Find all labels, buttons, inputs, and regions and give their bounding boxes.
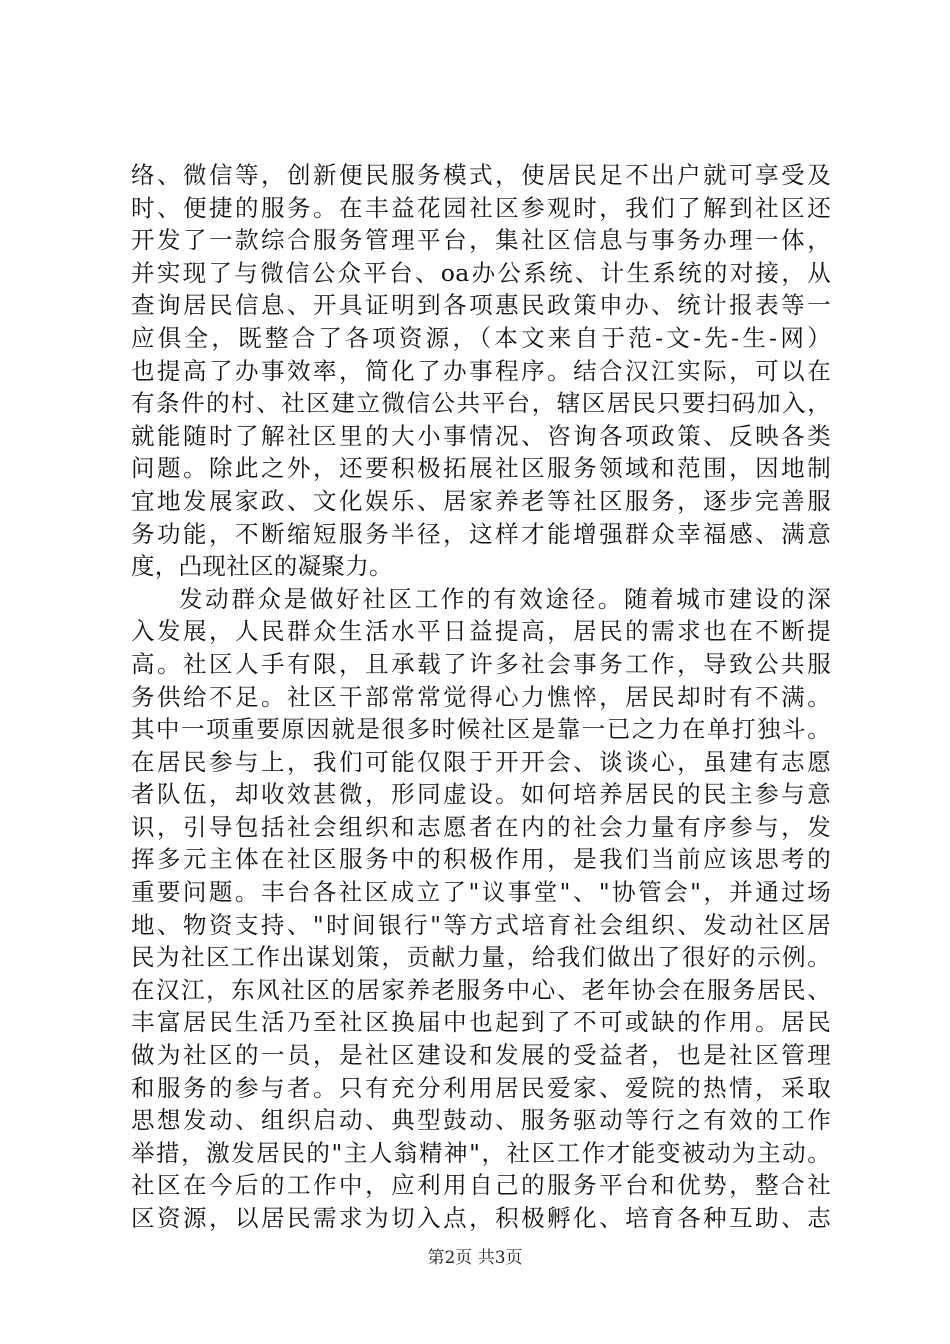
page-footer: 第2页 共3页 — [427, 1248, 523, 1268]
text-line: 识，引导包括社会组织和志愿者在内的社会力量有序参与，发 — [131, 812, 831, 841]
text-line: 发动群众是做好社区工作的有效途径。随着城市建设的深 — [179, 584, 831, 613]
text-line: 区资源，以居民需求为切入点，积极孵化、培育各种互助、志 — [131, 1204, 831, 1232]
text-line: 民为社区工作出谋划策，贡献力量，给我们做出了很好的示例。 — [131, 943, 831, 972]
text-line: 高。社区人手有限，且承载了许多社会事务工作，导致公共服 — [131, 649, 831, 678]
text-line: 应俱全，既整合了各项资源，（本文来自于范-文-先-生-网） — [131, 323, 831, 352]
text-line: 举措，激发居民的"主人翁精神"，社区工作才能变被动为主动。 — [131, 1138, 831, 1167]
text-line: 者队伍，却收效甚微，形同虚设。如何培养居民的民主参与意 — [131, 780, 831, 809]
text-line: 并实现了与微信公众平台、oa办公系统、计生系统的对接，从 — [131, 258, 831, 287]
text-line: 就能随时了解社区里的大小事情况、咨询各项政策、反映各类 — [131, 421, 831, 450]
text-line: 入发展，人民群众生活水平日益提高，居民的需求也在不断提 — [131, 617, 831, 646]
text-line: 开发了一款综合服务管理平台，集社区信息与事务办理一体， — [131, 226, 831, 255]
text-line: 丰富居民生活乃至社区换届中也起到了不可或缺的作用。居民 — [131, 1008, 831, 1037]
text-line: 思想发动、组织启动、典型鼓动、服务驱动等行之有效的工作 — [131, 1106, 831, 1135]
paragraph-1 — [131, 159, 831, 583]
text-line: 宜地发展家政、文化娱乐、居家养老等社区服务，逐步完善服 — [131, 486, 831, 515]
text-line: 在汉江，东风社区的居家养老服务中心、老年协会在服务居民、 — [131, 975, 831, 1004]
text-line: 挥多元主体在社区服务中的积极作用，是我们当前应该思考的 — [131, 845, 831, 874]
text-line: 务功能，不断缩短服务半径，这样才能增强群众幸福感、满意 — [131, 519, 831, 548]
text-line: 也提高了办事效率，简化了办事程序。结合汉江实际，可以在 — [131, 356, 831, 385]
text-line: 有条件的村、社区建立微信公共平台，辖区居民只要扫码加入， — [131, 389, 831, 418]
text-line: 社区在今后的工作中，应利用自己的服务平台和优势，整合社 — [131, 1171, 831, 1200]
text-line: 查询居民信息、开具证明到各项惠民政策申办、统计报表等一 — [131, 291, 831, 320]
text-line: 问题。除此之外，还要积极拓展社区服务领域和范围，因地制 — [131, 454, 831, 483]
text-line: 重要问题。丰台各社区成立了"议事堂"、"协管会"，并通过场 — [131, 878, 831, 907]
text-line: 和服务的参与者。只有充分利用居民爱家、爱院的热情，采取 — [131, 1073, 831, 1102]
text-line: 时、便捷的服务。在丰益花园社区参观时，我们了解到社区还 — [131, 193, 831, 222]
text-line: 在居民参与上，我们可能仅限于开开会、谈谈心，虽建有志愿 — [131, 747, 831, 776]
text-line: 络、微信等，创新便民服务模式，使居民足不出户就可享受及 — [131, 161, 831, 189]
text-line: 地、物资支持、"时间银行"等方式培育社会组织、发动社区居 — [131, 910, 831, 939]
text-line: 度，凸现社区的凝聚力。 — [131, 552, 393, 581]
text-line: 其中一项重要原因就是很多时候社区是靠一已之力在单打独斗。 — [131, 715, 831, 744]
document-body — [131, 159, 831, 1235]
paragraph-2 — [131, 583, 831, 1235]
text-line: 务供给不足。社区干部常常觉得心力憔悴，居民却时有不满。 — [131, 682, 831, 711]
text-line: 做为社区的一员，是社区建设和发展的受益者，也是社区管理 — [131, 1041, 831, 1070]
